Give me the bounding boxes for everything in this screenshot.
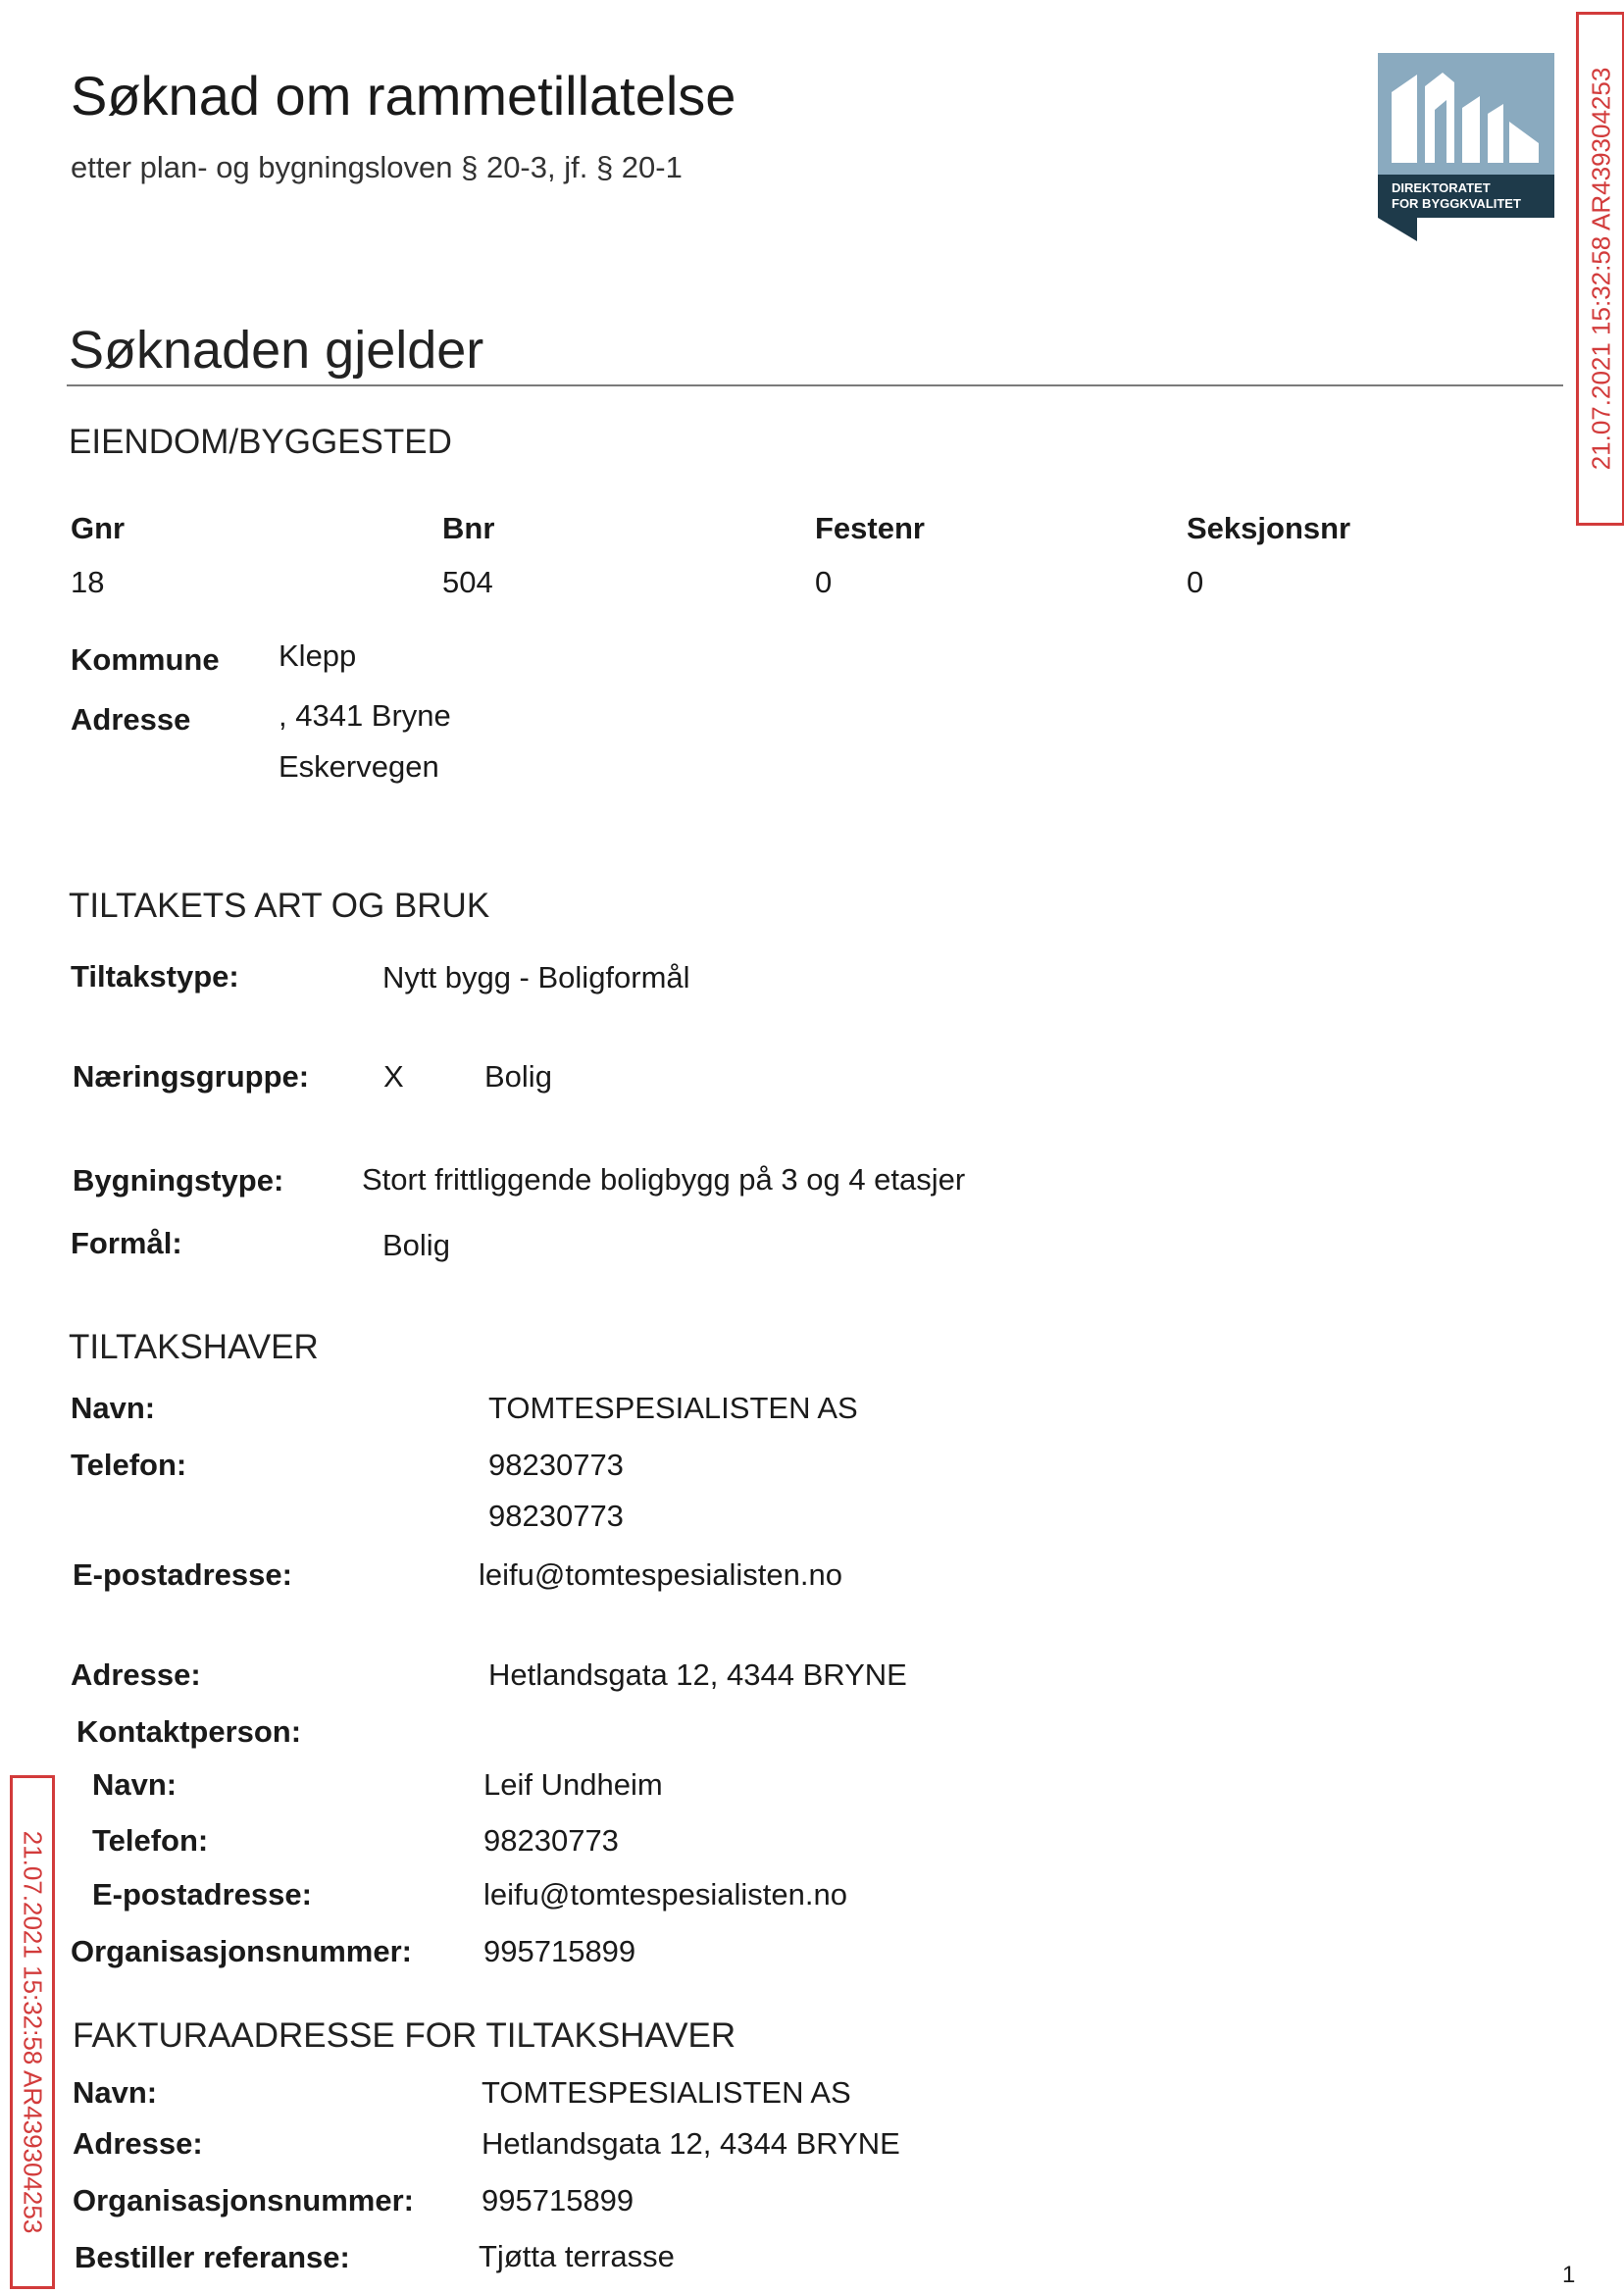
tiltakstype-label: Tiltakstype: xyxy=(71,959,239,994)
kontaktperson-telefon-value: 98230773 xyxy=(483,1823,619,1858)
gnr-value: 18 xyxy=(71,565,105,599)
seksjonsnr-value: 0 xyxy=(1187,565,1204,599)
logo-text-line1: DIREKTORATET xyxy=(1392,180,1491,195)
faktura-referanse-value: Tjøtta terrasse xyxy=(479,2239,675,2273)
tiltakshaver-epost-label: E-postadresse: xyxy=(73,1557,292,1592)
adresse-label: Adresse xyxy=(71,702,191,737)
tiltakshaver-heading: TILTAKSHAVER xyxy=(69,1328,319,1366)
tiltakshaver-telefon-label: Telefon: xyxy=(71,1448,187,1482)
tiltak-heading: TILTAKETS ART OG BRUK xyxy=(69,887,490,925)
faktura-orgnr-value: 995715899 xyxy=(482,2183,634,2218)
page-number: 1 xyxy=(1562,2262,1576,2288)
gnr-label: Gnr xyxy=(71,511,126,545)
kontaktperson-navn-value: Leif Undheim xyxy=(483,1767,663,1802)
received-stamp-left: 21.07.2021 15:32:58 AR439304253 xyxy=(10,1775,55,2289)
bnr-value: 504 xyxy=(442,565,493,599)
naeringsgruppe-value: Bolig xyxy=(484,1059,552,1094)
tiltakshaver-epost-value: leifu@tomtespesialisten.no xyxy=(479,1557,842,1592)
tiltakshaver-adresse-label: Adresse: xyxy=(71,1657,201,1692)
faktura-navn-label: Navn: xyxy=(73,2075,158,2110)
formal-value: Bolig xyxy=(382,1228,450,1262)
seksjonsnr-label: Seksjonsnr xyxy=(1187,511,1351,545)
faktura-heading: FAKTURAADRESSE FOR TILTAKSHAVER xyxy=(73,2016,736,2055)
tiltakshaver-orgnr-value: 995715899 xyxy=(483,1934,636,1968)
adresse-line1: , 4341 Bryne xyxy=(279,698,451,733)
tiltakshaver-telefon-value-2: 98230773 xyxy=(488,1499,624,1533)
tiltakshaver-orgnr-label: Organisasjonsnummer: xyxy=(71,1934,412,1968)
tiltakshaver-telefon-value-1: 98230773 xyxy=(488,1448,624,1482)
document-subtitle: etter plan- og bygningsloven § 20-3, jf. § 20-1 xyxy=(71,150,683,184)
kontaktperson-epost-value: leifu@tomtespesialisten.no xyxy=(483,1877,847,1912)
tiltakshaver-navn-value: TOMTESPESIALISTEN AS xyxy=(488,1391,858,1425)
kontaktperson-telefon-label: Telefon: xyxy=(92,1823,209,1858)
naeringsgruppe-code: X xyxy=(383,1059,404,1094)
festenr-label: Festenr xyxy=(815,511,925,545)
kontaktperson-epost-label: E-postadresse: xyxy=(92,1877,312,1912)
tiltakshaver-navn-label: Navn: xyxy=(71,1391,156,1425)
faktura-navn-value: TOMTESPESIALISTEN AS xyxy=(482,2075,851,2110)
kontaktperson-navn-label: Navn: xyxy=(92,1767,178,1802)
adresse-line2: Eskervegen xyxy=(279,749,439,784)
faktura-orgnr-label: Organisasjonsnummer: xyxy=(73,2183,414,2218)
bnr-label: Bnr xyxy=(442,511,495,545)
kommune-label: Kommune xyxy=(71,642,220,677)
faktura-adresse-value: Hetlandsgata 12, 4344 BRYNE xyxy=(482,2126,900,2161)
tiltakstype-value: Nytt bygg - Boligformål xyxy=(382,960,690,994)
logo-text-line2: FOR BYGGKVALITET xyxy=(1392,196,1521,211)
festenr-value: 0 xyxy=(815,565,833,599)
kommune-value: Klepp xyxy=(279,638,357,673)
section-title: Søknaden gjelder xyxy=(69,321,484,380)
received-stamp-right: 21.07.2021 15:32:58 AR439304253 xyxy=(1576,12,1624,526)
section-divider xyxy=(67,384,1563,386)
faktura-adresse-label: Adresse: xyxy=(73,2126,203,2161)
dibk-logo xyxy=(1378,53,1554,241)
document-title: Søknad om rammetillatelse xyxy=(71,65,736,127)
tiltakshaver-adresse-value: Hetlandsgata 12, 4344 BRYNE xyxy=(488,1657,907,1692)
naeringsgruppe-label: Næringsgruppe: xyxy=(73,1059,310,1094)
faktura-referanse-label: Bestiller referanse: xyxy=(75,2240,350,2274)
eiendom-heading: EIENDOM/BYGGESTED xyxy=(69,423,452,461)
formal-label: Formål: xyxy=(71,1226,182,1260)
kontaktperson-label: Kontaktperson: xyxy=(76,1714,302,1749)
bygningstype-value: Stort frittliggende boligbygg på 3 og 4 etasjer xyxy=(362,1162,966,1197)
bygningstype-label: Bygningstype: xyxy=(73,1163,284,1198)
